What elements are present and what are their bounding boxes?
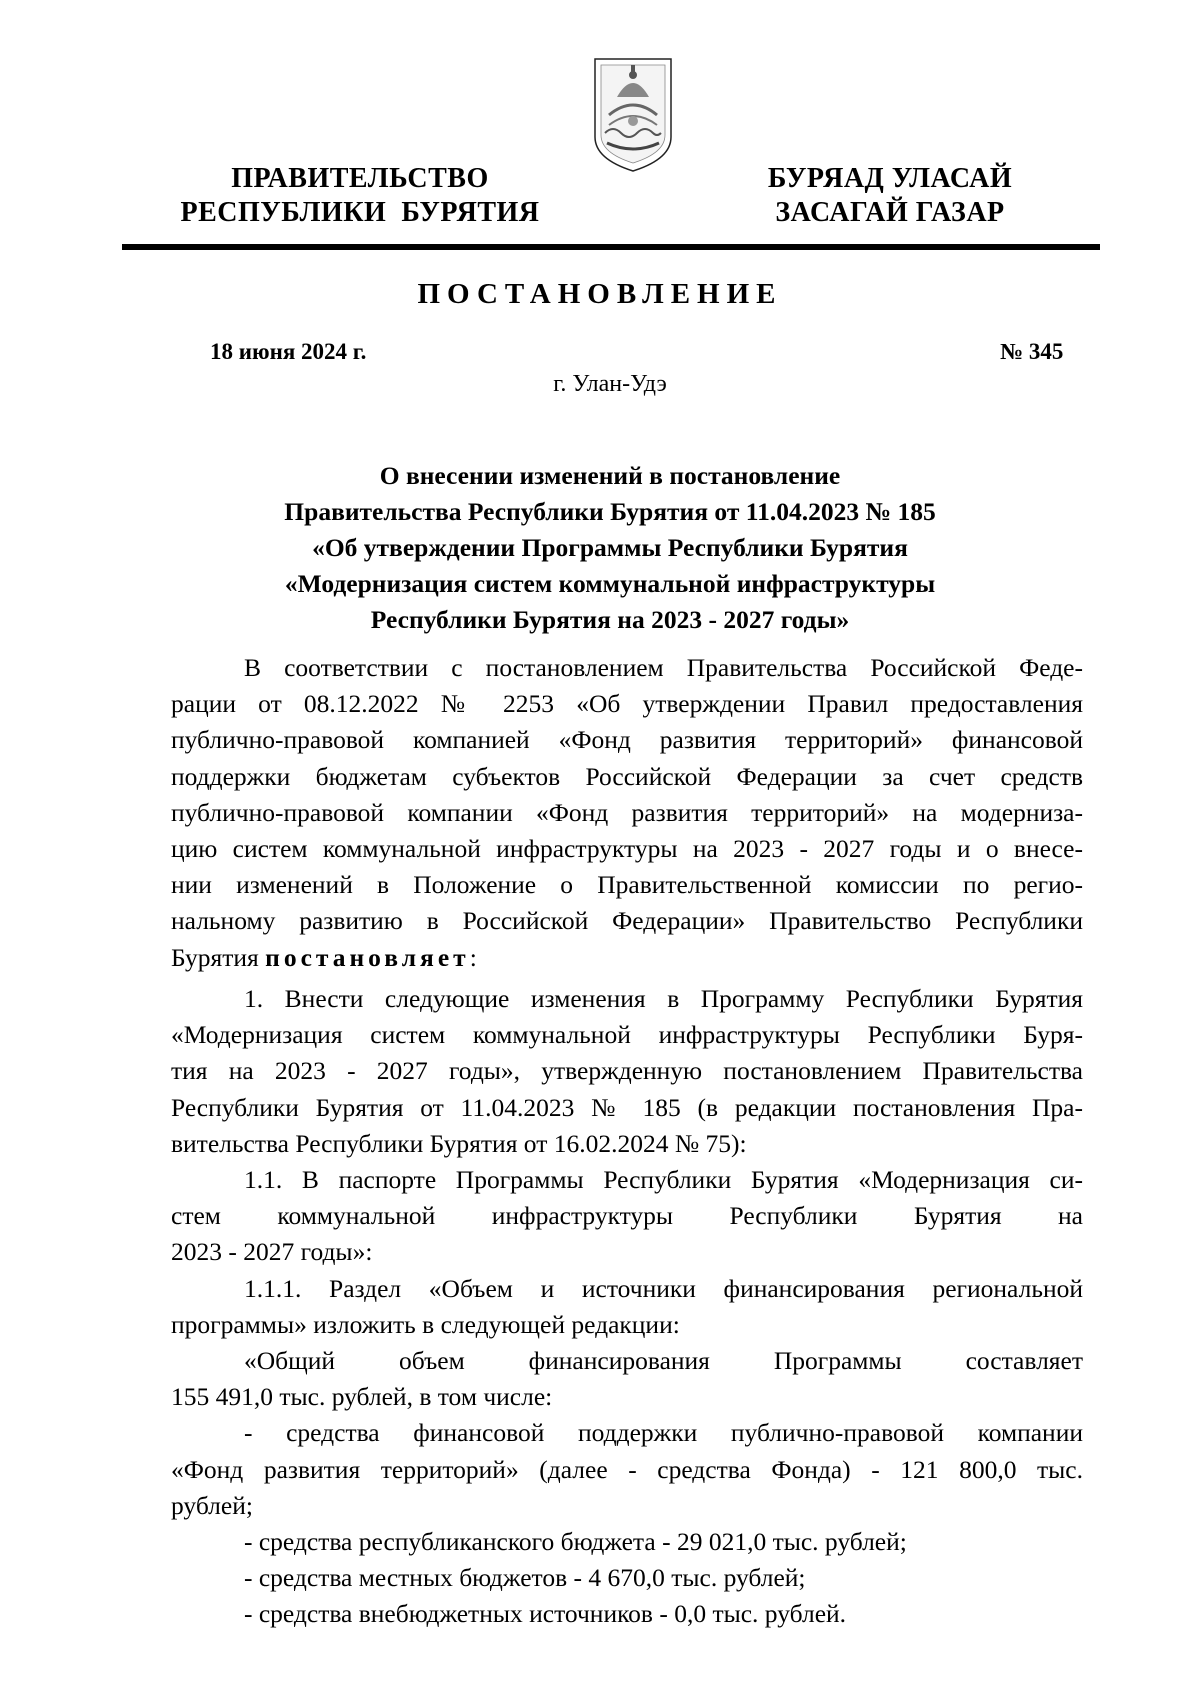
title-line: Правительства Республики Бурятия от 11.04.2023 № 185 [284,497,936,526]
preamble-suffix: : [469,942,477,972]
text-line: 1. Внести следующие изменения в Программу Республики Бурятия [244,984,1083,1013]
decree-word: постановляет [265,942,470,972]
text-line: стем коммунальной инфраструктуры Республики Бурятия на [171,1201,1083,1231]
text-line: - средства местных бюджетов - 4 670,0 тыс. рублей; [244,1563,806,1593]
document-type: ПОСТАНОВЛЕНИЕ [417,278,783,310]
text-line: «Общий объем финансирования Программы составляет [244,1346,1083,1376]
text-line: публично-правовой компании «Фонд развития территорий» на модерниза- [171,797,1083,827]
text-line: нии изменений в Положение о Правительственной комиссии по регио- [171,870,1083,900]
government-header-buryat [740,162,1040,230]
text-line: 1.1. В паспорте Программы Республики Бурятия «Модернизация си- [244,1165,1083,1195]
title-line: О внесении изменений в постановление [379,461,841,490]
document-number: № 345 [1000,339,1064,364]
header-left-line1: ПРАВИТЕЛЬСТВО [231,163,489,194]
document-title [160,458,1060,638]
government-header-russian [170,162,550,230]
text-line: программы» изложить в следующей редакции: [171,1309,680,1339]
text-line: 155 491,0 тыс. рублей, в том числе: [171,1382,553,1412]
text-line: - средства финансовой поддержки публично-правовой компании [244,1418,1083,1448]
text-line: - средства внебюджетных источников - 0,0 тыс. рублей. [244,1599,847,1629]
text-line: рации от 08.12.2022 № 2253 «Об утверждении Правил предоставления [171,689,1083,719]
coat-of-arms-emblem [591,55,675,175]
preamble-paragraph [171,650,1083,976]
text-line: Республики Бурятия от 11.04.2023 № 185 (в редакции постановления Пра- [171,1092,1083,1122]
preamble-prefix: Бурятия [171,942,266,972]
text-line-last [171,940,1083,976]
header-divider [122,244,1100,250]
text-line: «Фонд развития территорий» (далее - средства Фонда) - 121 800,0 тыс. [171,1454,1083,1484]
header-left-line2: РЕСПУБЛИКИ БУРЯТИЯ [180,197,540,228]
text-line: вительства Республики Бурятия от 16.02.2024 № 75): [171,1128,747,1158]
text-line: 1.1.1. Раздел «Объем и источники финансирования региональной [244,1273,1083,1303]
text-line: публично-правовой компанией «Фонд развития территорий» финансовой [171,725,1083,755]
header-right-line1: БУРЯАД УЛАСАЙ [767,163,1013,194]
text-line: нальному развитию в Российской Федерации» Правительство Республики [171,906,1083,936]
text-line: 2023 - 2027 годы»: [171,1237,373,1267]
header-right-line2: ЗАСАГАЙ ГАЗАР [775,197,1005,228]
coat-of-arms-icon [591,55,675,175]
text-line: тия на 2023 - 2027 годы», утвержденную постановлением Правительства [171,1056,1083,1086]
text-line: В соответствии с постановлением Правительства Российской Феде- [244,653,1083,682]
text-line: поддержки бюджетам субъектов Российской Федерации за счет средств [171,761,1083,791]
text-line: «Модернизация систем коммунальной инфраструктуры Республики Буря- [171,1020,1083,1050]
title-line: «Модернизация систем коммунальной инфраструктуры [284,569,936,598]
document-date: 18 июня 2024 г. [210,339,367,364]
title-line: «Об утверждении Программы Республики Бурятия [312,533,908,562]
text-line: - средства республиканского бюджета - 29 021,0 тыс. рублей; [244,1527,907,1557]
text-line: цию систем коммунальной инфраструктуры на 2023 - 2027 годы и о внесе- [171,834,1083,864]
decree-item-1 [171,981,1083,1633]
title-line: Республики Бурятия на 2023 - 2027 годы» [370,605,850,634]
document-city: г. Улан-Удэ [553,371,667,397]
text-line: рублей; [171,1490,253,1520]
